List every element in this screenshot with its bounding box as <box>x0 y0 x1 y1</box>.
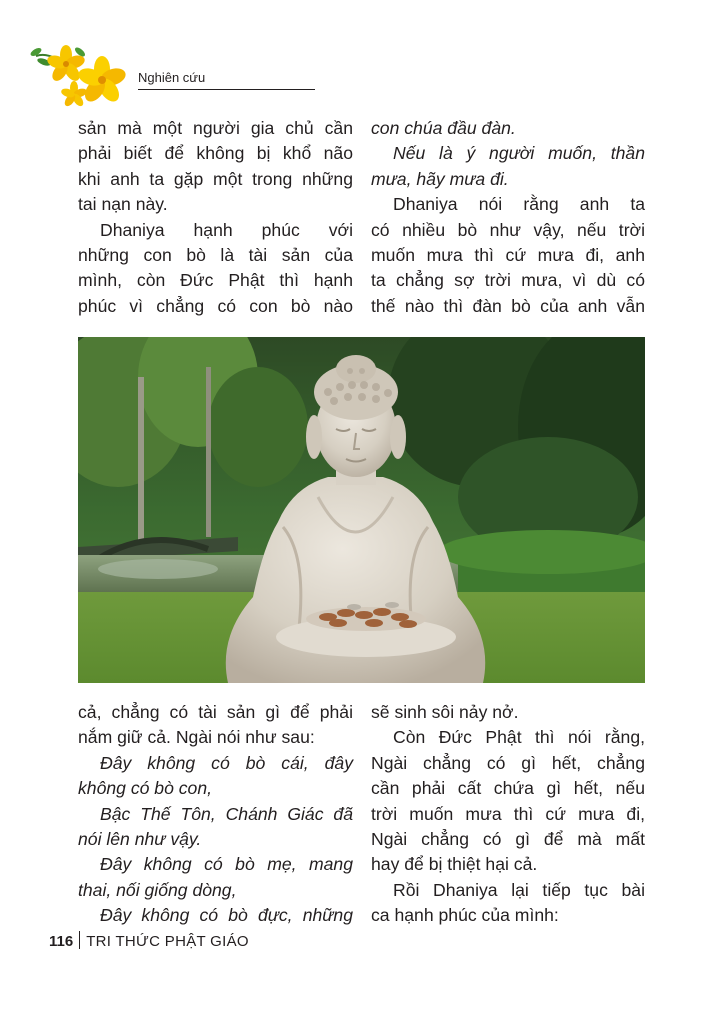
text-line: cả, chẳng có tài sản gì để phải <box>78 702 353 722</box>
buddha-statue-image <box>78 337 645 683</box>
buddha-statue-photo <box>78 337 645 683</box>
text-line: phải biết để không bị khổ não <box>78 143 353 164</box>
verse-line: Bậc Thế Tôn, Chánh Giác đã <box>100 803 353 824</box>
text-line: muốn mưa thì cứ mưa đi, anh <box>371 245 645 266</box>
verse-line: Nếu là ý người muốn, thần <box>393 143 645 164</box>
text-line: Rồi Dhaniya lại tiếp tục bài <box>393 879 645 900</box>
verse-line: mưa, hãy mưa đi. <box>371 168 509 189</box>
text-line: có nhiều bò như vậy, nếu trời <box>371 219 645 240</box>
text-line: khi anh ta gặp một trong những <box>78 168 353 189</box>
verse-line: Đây không có bò đực, những <box>100 905 353 926</box>
yellow-flower-icon <box>28 42 138 110</box>
text-line: cần phải cất chứa gì hết, nếu <box>371 778 645 799</box>
text-line: Dhaniya hạnh phúc với <box>100 219 353 240</box>
verse-line: không có bò con, <box>78 778 213 799</box>
text-line: Ngài chẳng có gì hết, chẳng <box>371 752 645 773</box>
header-rule <box>138 89 315 90</box>
footer-divider <box>79 931 80 949</box>
text-line: thế nào thì đàn bò của anh vẫn <box>371 295 645 316</box>
text-line: nắm giữ cả. Ngài nói như sau: <box>78 727 315 748</box>
verse-line: nói lên như vậy. <box>78 829 202 850</box>
text-column-bottom-left <box>78 700 353 929</box>
text-column-top-right <box>371 116 645 319</box>
verse-line: thai, nối giống dòng, <box>78 879 237 900</box>
text-line: phúc vì chẳng có con bò nào <box>78 295 353 316</box>
verse-line: Đây không có bò mẹ, mang <box>100 854 353 875</box>
text-column-top-left <box>78 116 353 319</box>
text-line: những con bò là tài sản của <box>78 245 353 266</box>
text-line: tai nạn này. <box>78 194 168 215</box>
page-header <box>28 42 298 112</box>
publication-title: TRI THỨC PHẬT GIÁO <box>86 933 249 950</box>
text-line: mình, còn Đức Phật thì hạnh <box>78 270 353 291</box>
page-number: 116 <box>49 933 74 950</box>
text-line: trời muốn mưa thì cứ mưa đi, <box>371 803 645 824</box>
section-title: Nghiên cứu <box>138 70 206 85</box>
text-line: Dhaniya nói rằng anh ta <box>393 194 645 215</box>
text-column-bottom-right <box>371 700 645 929</box>
text-line: ca hạnh phúc của mình: <box>371 905 559 926</box>
text-line: sản mà một người gia chủ cần <box>78 118 353 138</box>
verse-line: Đây không có bò cái, đây <box>100 752 353 773</box>
text-line: hay để bị thiệt hại cả. <box>371 854 538 875</box>
text-line: sẽ sinh sôi nảy nở. <box>371 702 519 722</box>
text-line: Còn Đức Phật thì nói rằng, <box>393 727 645 748</box>
verse-line: con chúa đầu đàn. <box>371 118 516 138</box>
page-footer <box>49 931 249 950</box>
text-line: Ngài chẳng có gì để mà mất <box>371 829 645 850</box>
text-line: ta chẳng sợ trời mưa, vì dù có <box>371 270 645 291</box>
